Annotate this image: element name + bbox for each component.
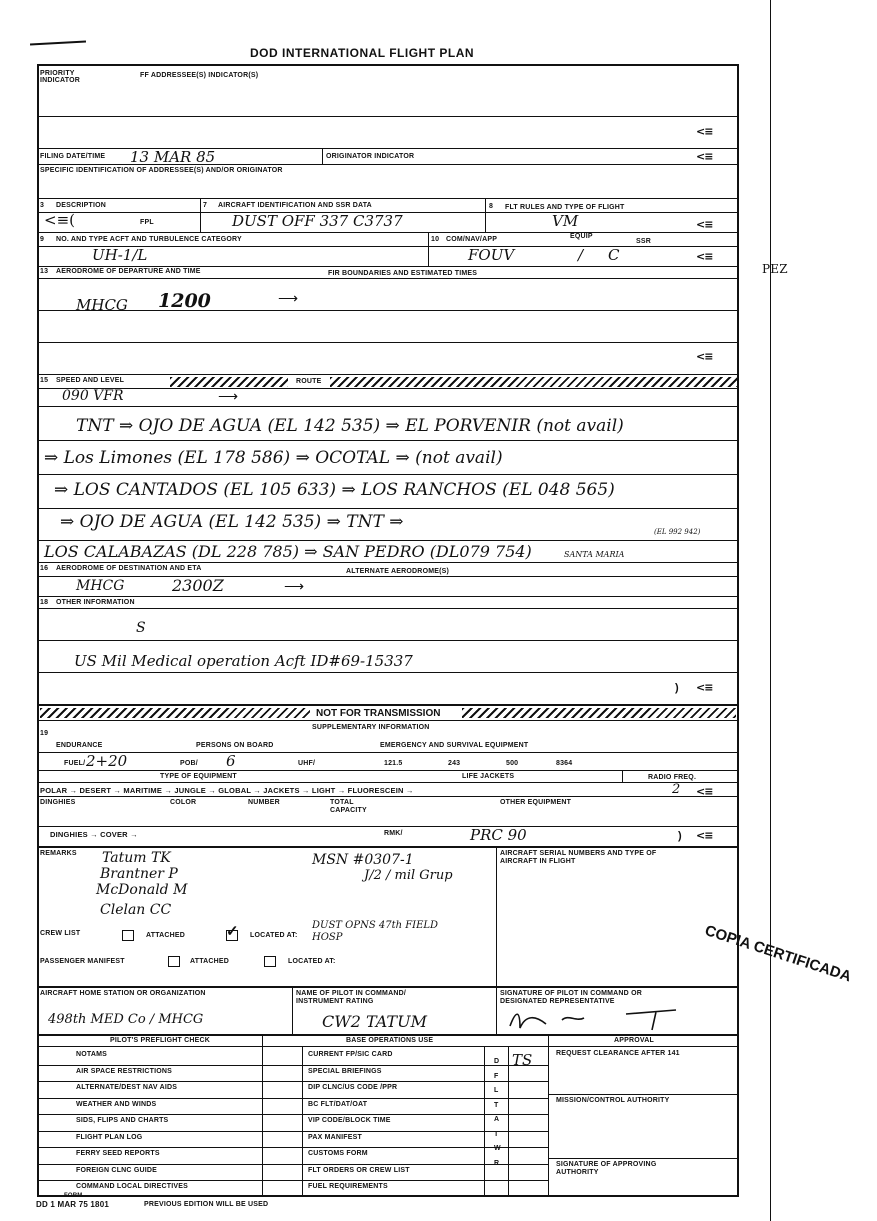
approval-request: REQUEST CLEARANCE AFTER 141 [556,1050,680,1057]
destination-value[interactable]: MHCG [76,578,125,594]
color-label: COLOR [170,799,197,806]
route-line-4-note[interactable]: (EL 992 942) [654,528,701,536]
home-station-value[interactable]: 498th MED Co / MHCG [48,1012,204,1027]
serial-label: AIRCRAFT SERIAL NUMBERS AND TYPE OF AIRCRAFT IN FLIGHT [500,850,657,865]
pilot-check-item[interactable]: ALTERNATE/DEST NAV AIDS [76,1084,178,1091]
route-line-2[interactable]: ⇒ Los Limones (EL 178 586) ⇒ OCOTAL ⇒ (not avail) [44,448,503,468]
pilot-check-item[interactable]: FOREIGN CLNC GUIDE [76,1166,157,1174]
signature-label: SIGNATURE OF PILOT IN COMMAND OR DESIGNATED REPRESENTATIVE [500,990,642,1005]
passenger-located-checkbox[interactable] [264,956,276,967]
pilot-check-header: PILOT'S PREFLIGHT CHECK [110,1037,210,1044]
certified-copy-stamp: COPIA CERTIFICADA [702,922,854,986]
passenger-label: PASSENGER MANIFEST [40,958,125,965]
departure-label: AERODROME OF DEPARTURE AND TIME [56,268,201,275]
base-ops-letter: T [494,1130,499,1138]
form-title: DOD INTERNATIONAL FLIGHT PLAN [250,46,475,60]
base-ops-item[interactable]: BC FLT/DAT/OAT [308,1100,368,1108]
other-equipment-label: OTHER EQUIPMENT [500,799,572,806]
route-label: ROUTE [296,378,322,385]
pilot-check-item[interactable]: SIDS, FLIPS AND CHARTS [76,1117,169,1124]
departure-value[interactable]: MHCG [76,296,128,314]
filing-value[interactable]: 13 MAR 85 [130,148,216,166]
base-initials[interactable]: TS [512,1051,533,1069]
pilot-check-item[interactable]: FERRY SEED REPORTS [76,1150,160,1157]
route-line-4[interactable]: ⇒ OJO DE AGUA (EL 142 535) ⇒ TNT ⇒ [60,512,404,532]
e-label: 8364 [556,760,573,767]
supplementary-label: SUPPLEMENTARY INFORMATION [312,724,430,731]
originator-label: ORIGINATOR INDICATOR [326,153,415,160]
aircraft-label: AIRCRAFT IDENTIFICATION AND SSR DATA [218,202,372,209]
approval-signature: SIGNATURE OF APPROVING AUTHORITY [556,1161,657,1176]
route-line-3[interactable]: ⇒ LOS CANTADOS (EL 105 633) ⇒ LOS RANCHOS (EL 048 565) [54,480,615,500]
fpl-label: FPL [140,219,154,226]
base-ops-item[interactable]: FUEL REQUIREMENTS [308,1183,388,1190]
margin-mark: PEZ [762,262,788,276]
ssr-label: SSR [636,238,651,245]
pilot-check-item[interactable]: FLIGHT PLAN LOG [76,1133,143,1141]
radio-freq-label: RADIO FREQ. [648,774,697,781]
footer-number: DD 1 MAR 75 1801 [36,1200,110,1209]
dinghies-row: DINGHIES → COVER → [50,830,138,839]
crew-check-mark: ✓ [226,923,239,940]
number-label: NUMBER [248,799,280,806]
pilot-check-item[interactable]: NOTAMS [76,1051,108,1058]
flight-plan-form: DOD INTERNATIONAL FLIGHT PLAN PRIORITY INDICATOR FF ADDRESSEE(S) INDICATOR(S) <≡ FILING DATE/TIME 13 MAR 85 ORIGINATOR INDICATOR <≡ SPECIFIC IDENTIFICATION OF ADDRESSEE(S) AND/OR ORIGINATOR 3 DESCRIPTION 7 AIRCRAFT IDENTIFICATION AND SSR DATA 8 FLT RULES AND TYPE OF FLIGHT <≡( FPL DUST OFF 337 C3737 VM <≡ 9 NO. AND TYPE ACFT AND TURBULENCE CATEGORY 10 COM/NAV/APP EQUIP SSR UH-1/L FOUV / C <≡ PEZ 13 AERODROME OF DEPARTURE AND TIME FIR BOUNDARIES AND ESTIMATED TIMES MHCG 1200 ⟶ <≡ 15 SPEED AND LEVEL ROUTE 090 VFR ⟶ TNT ⇒ OJO DE AGUA (EL 142 535) ⇒ EL PORVENIR (not avail) ⇒ Los Limones (EL 178 586) ⇒ OCOTAL ⇒ (not avail) ⇒ LOS CANTADOS (EL 105 633) ⇒ LOS RANCHOS (EL 048 565) ⇒ OJO DE AGUA (EL 142 535) ⇒ TNT ⇒ (EL 992 942) LOS CALABAZAS (DL 228 785) ⇒ SAN PEDRO (DL079 754) SANTA MARIA 16 AERODROME OF DESTINATION AND ETA ALTERNATE AERODROME(S) MHCG 2300Z ⟶ 18 OTHER INFORMATION S US Mil Medical operation Acft ID#69-15337 ) <≡ NOT FOR TRANSMISSION SUPPLEMENTARY INFORMATION 19 ENDURANCE PERSONS ON BOARD EMERGENCY AND SURVIVAL EQUIPMENT FUEL/ 2+20 POB/ 6 UHF/ 121.5 243 500 8364 TYPE OF EQUIPMENT LIFE JACKETS RADIO FREQ. POLAR → DESERT → MARITIME → JUNGLE → GLOBAL → JACKETS → LIGHT → FLUORESCEIN → 2 <≡ DINGHIES COLOR NUMBER TOTAL CAPACITY OTHER EQUIPMENT DINGHIES → COVER → RMK/ PRC 90 ) <≡ REMARKS Tatum TK Brantner P McDonald M Clelan CC MSN #0307-1 J/2 / mil Grup AIRCRAFT SERIAL NUMBERS AND TYPE OF AIRCRAFT IN FLIGHT CREW LIST ATTACHED ✓ LOCATED AT: DUST OPNS 47th FIELD HOSP PASSENGER MANIFEST ATTACHED LOCATED AT: AIRCRAFT HOME STATION OR ORGANIZATION NAME OF PILOT IN COMMAND/ INSTRUMENT RATING SIGNATURE OF PILOT IN COMMAND OR DESIGNATED REPRESENTATIVE 498th MED Co / MHCG CW2 TATUM PILOT'S PREFLIGHT CHECK BASE OPERATIONS USE APPROVAL NOTAMS AIR SPACE RESTRICTIONS ALTERNATE/DEST NAV AIDS WEATHER AND WINDS SIDS, FLIPS AND CHARTS FLIGHT PLAN LOG FERRY SEED REPORTS FOREIGN CLNC GUIDE COMMAND LOCAL DIRECTIVES CURRENT FP/SIC CARD SPECIAL BRIEFINGS DIP CLNC/US CODE /PPR BC FLT/DAT/OAT VIP CODE/BLOCK TIME PAX MANIFEST CUSTOMS FORM FLT ORDERS OR CREW LIST FUEL REQUIREMENTS D F L T A T W R TS REQUEST CLEARANCE AFTER 141 MISSION/CONTROL AUTHORITY SIGNATURE OF APPROVING AUTHORITY FORM DD 1 MAR 75 1801 PREVIOUS EDITION WILL BE USED COPIA CERTIFICADA [0,0,877,1221]
base-ops-item[interactable]: DIP CLNC/US CODE /PPR [308,1084,398,1091]
type-equipment-label: TYPE OF EQUIPMENT [160,773,237,780]
com-label: COM/NAV/APP [446,236,498,243]
end-mark-5: <≡ [696,350,713,363]
speed-value[interactable]: 090 VFR [62,388,124,404]
crew-location-value[interactable]: DUST OPNS 47th FIELD HOSP [312,920,439,943]
end-mark-1: <≡ [696,125,713,138]
dinghies-label: DINGHIES [40,799,76,806]
end-mark-2: <≡ [696,150,713,163]
speed-label: SPEED AND LEVEL [56,377,125,384]
route-line-1[interactable]: TNT ⇒ OJO DE AGUA (EL 142 535) ⇒ EL PORVENIR (not avail) [76,416,624,436]
crew-label: CREW LIST [40,930,81,937]
base-ops-letter: T [494,1101,499,1109]
footer-form: FORM [64,1193,83,1199]
fuel-value[interactable]: 2+20 [86,752,128,770]
capacity-label: TOTAL CAPACITY [330,799,367,814]
equip-value[interactable]: / [578,246,584,264]
remarks-name-1[interactable]: Tatum TK [102,850,171,866]
pob-label: POB/ [180,760,198,767]
elt-label: 243 [448,760,461,767]
base-ops-letter: W [494,1145,501,1152]
pilot-check-item[interactable]: AIR SPACE RESTRICTIONS [76,1067,173,1075]
crew-attached-checkbox[interactable] [122,930,134,941]
crew-located-label: LOCATED AT: [250,932,298,939]
rmk-value[interactable]: PRC 90 [470,826,527,844]
description-value[interactable]: <≡( [44,211,75,229]
base-ops-item[interactable]: VIP CODE/BLOCK TIME [308,1117,391,1124]
filing-label: FILING DATE/TIME [40,153,106,160]
base-ops-item[interactable]: SPECIAL BRIEFINGS [308,1067,382,1075]
other-close: ) [675,682,679,694]
description-label: DESCRIPTION [56,202,107,209]
remarks-name-4[interactable]: Clelan CC [100,902,172,918]
base-ops-letter: F [494,1072,499,1080]
end-mark-6: <≡ [696,681,713,694]
end-mark-4: <≡ [696,250,713,263]
fir-label: FIR BOUNDARIES AND ESTIMATED TIMES [328,270,478,277]
crew-attached-label: ATTACHED [146,932,186,939]
acft-type-value[interactable]: UH-1/L [92,246,148,264]
pilot-check-item[interactable]: WEATHER AND WINDS [76,1100,157,1108]
priority-label: PRIORITY INDICATOR [40,70,81,84]
end-mark-3: <≡ [696,218,713,231]
not-for-transmission: NOT FOR TRANSMISSION [316,708,441,719]
pilot-check-item[interactable]: COMMAND LOCAL DIRECTIVES [76,1183,189,1190]
base-ops-header: BASE OPERATIONS USE [346,1037,434,1044]
pilot-signature [506,1006,696,1032]
endurance-label: ENDURANCE [56,742,103,749]
remarks-msn[interactable]: MSN #0307-1 [312,852,414,868]
remarks-jtf[interactable]: J/2 / mil Grup [364,868,453,883]
emergency-label: EMERGENCY AND SURVIVAL EQUIPMENT [380,742,529,749]
home-station-label: AIRCRAFT HOME STATION OR ORGANIZATION [40,990,206,997]
supp-close: ) [678,830,682,842]
aircraft-value[interactable]: DUST OFF 337 C3737 [232,212,403,230]
equip-label: EQUIP [570,233,593,240]
other-line-1[interactable]: S [136,620,146,636]
passenger-attached-checkbox[interactable] [168,956,180,967]
destination-label: AERODROME OF DESTINATION AND ETA [56,565,202,572]
uhf-label: UHF/ [298,760,316,767]
base-ops-item[interactable]: PAX MANIFEST [308,1133,362,1141]
alternate-label: ALTERNATE AERODROME(S) [346,568,450,575]
departure-time[interactable]: 1200 [158,290,211,312]
destination-eta[interactable]: 2300Z [172,576,224,595]
equipment-row: POLAR → DESERT → MARITIME → JUNGLE → GLOBAL → JACKETS → LIGHT → FLUORESCEIN → [40,786,414,795]
approval-header: APPROVAL [614,1037,654,1044]
flight-rules-label: FLT RULES AND TYPE OF FLIGHT [505,204,625,211]
flight-rules-value[interactable]: VM [552,212,579,230]
remarks-name-3[interactable]: McDonald M [96,882,188,898]
end-mark-8: <≡ [696,829,713,842]
top-scratch-mark [30,41,86,46]
footer-note: PREVIOUS EDITION WILL BE USED [144,1201,269,1208]
specific-label: SPECIFIC IDENTIFICATION OF ADDRESSEE(S) AND/OR ORIGINATOR [40,167,283,174]
remarks-name-2[interactable]: Brantner P [100,866,178,882]
other-line-2[interactable]: US Mil Medical operation Acft ID#69-15337 [74,652,413,670]
base-ops-item[interactable]: CURRENT FP/SIC CARD [308,1051,393,1058]
addressee-label: FF ADDRESSEE(S) INDICATOR(S) [140,72,259,79]
pilot-label: NAME OF PILOT IN COMMAND/ INSTRUMENT RATING [296,990,406,1005]
base-ops-item[interactable]: FLT ORDERS OR CREW LIST [308,1166,410,1174]
life-jackets-label: LIFE JACKETS [462,773,515,780]
vhf-label: 121.5 [384,760,403,767]
base-ops-letter: A [494,1116,500,1123]
base-ops-letter: R [494,1159,500,1167]
radio-value[interactable]: 2 [672,782,681,797]
acft-type-label: NO. AND TYPE ACFT AND TURBULENCE CATEGORY [56,236,242,243]
passenger-located-label: LOCATED AT: [288,958,336,965]
fuel-label: FUEL/ [64,760,86,767]
route-line-5-note[interactable]: SANTA MARIA [564,550,625,559]
pilot-value[interactable]: CW2 TATUM [322,1012,427,1031]
approval-mission: MISSION/CONTROL AUTHORITY [556,1097,670,1104]
pob-value[interactable]: 6 [226,752,236,770]
base-ops-item[interactable]: CUSTOMS FORM [308,1150,368,1157]
persons-label: PERSONS ON BOARD [196,742,274,749]
com-value[interactable]: FOUV [468,246,515,264]
base-ops-letter: L [494,1087,499,1094]
rmk-label: RMK/ [384,830,403,837]
ssr-value[interactable]: C [608,246,620,264]
passenger-attached-label: ATTACHED [190,958,230,965]
route-line-5[interactable]: LOS CALABAZAS (DL 228 785) ⇒ SAN PEDRO (DL079 754) [44,542,532,561]
base-ops-letter: D [494,1058,500,1065]
r-label: 500 [506,760,519,767]
other-label: OTHER INFORMATION [56,599,135,606]
end-mark-7: <≡ [696,785,713,798]
remarks-label: REMARKS [40,850,77,857]
